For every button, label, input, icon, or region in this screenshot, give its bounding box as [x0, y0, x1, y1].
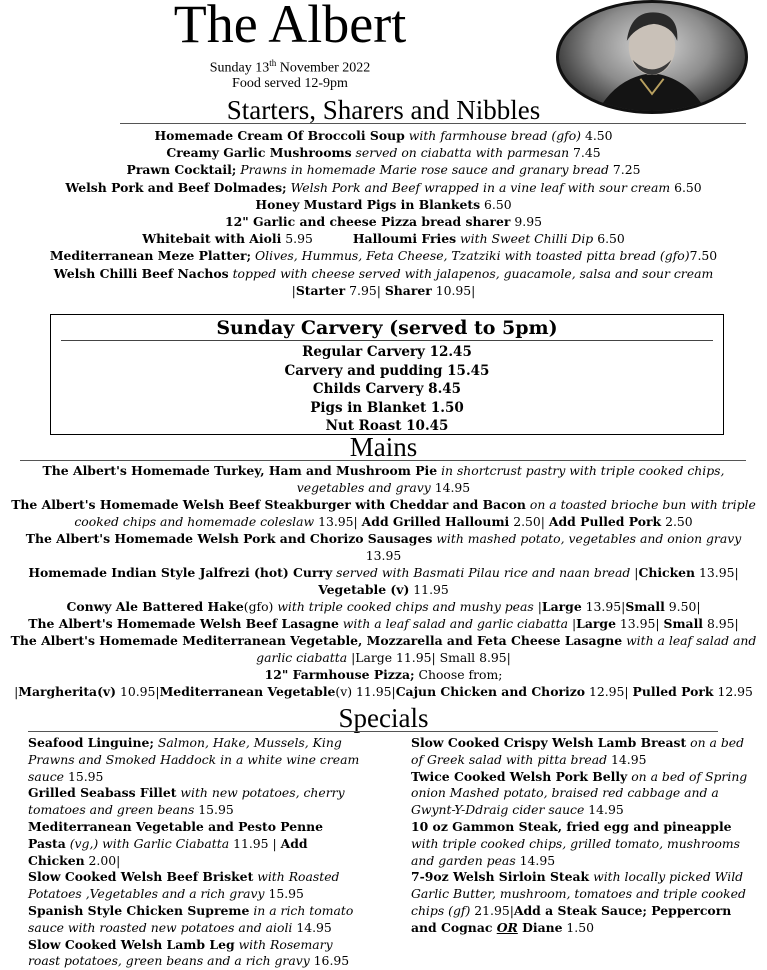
menu-text: 13.95|	[314, 514, 362, 529]
special-item	[28, 937, 364, 970]
menu-text: 12" Garlic and cheese Pizza bread sharer	[225, 214, 511, 230]
menu-text: Welsh Pork and Beef wrapped in a vine leaf with sour cream	[286, 179, 671, 195]
menu-text: Spanish Style Chicken Supreme	[28, 902, 250, 918]
menu-text: Margherita(v)	[18, 684, 116, 699]
menu-text: Slow Cooked Welsh Beef Brisket	[28, 869, 254, 885]
special-item	[411, 769, 751, 819]
menu-text: Homemade Indian Style Jalfrezi (hot) Curry	[28, 565, 333, 580]
menu-text: 2.00|	[84, 852, 121, 868]
menu-text: 2.50	[661, 514, 693, 529]
menu-text: Add Pulled Pork	[548, 514, 662, 529]
carvery-list	[51, 343, 723, 436]
menu-text: cooked chips and homemade coleslaw	[74, 514, 315, 529]
menu-text: in shortcrust pastry with triple cooked chips,	[437, 463, 725, 478]
food-served-hours: Food served 12-9pm	[232, 76, 348, 91]
mains-divider	[20, 460, 746, 461]
carvery-item: Pigs in Blanket 1.50	[310, 399, 464, 416]
menu-text: 10.95|	[431, 282, 476, 298]
menu-text: Honey Mustard Pigs in Blankets	[255, 196, 481, 212]
starter-item	[10, 196, 757, 213]
menu-text: with a leaf salad and	[622, 633, 757, 648]
menu-text: 6.50	[670, 179, 702, 195]
menu-text: 8.95|	[703, 616, 739, 631]
specials-right-column	[411, 735, 751, 937]
menu-text: with a leaf salad and garlic ciabatta	[338, 616, 569, 631]
menu-text: served with Basmati Pilau rice and naan bread	[332, 565, 631, 580]
menu-text: on a toasted brioche bun with triple	[525, 497, 756, 512]
menu-text: Add Chicken	[28, 835, 308, 868]
specials-heading: Specials	[338, 703, 429, 733]
menu-text: 14.95	[584, 802, 624, 818]
menu-text: Seafood Linguine;	[28, 735, 154, 750]
main-item	[8, 564, 759, 581]
menu-text: with Rosemary roast potatoes, green beans and a rich gravy	[28, 936, 333, 969]
menu-text: |	[14, 684, 19, 699]
starter-item	[10, 247, 757, 264]
menu-text: 9.95	[510, 214, 542, 230]
menu-text: 13.95|	[695, 565, 739, 580]
menu-text: 7.95|	[345, 282, 385, 298]
menu-text: 15.95	[64, 768, 104, 784]
main-item	[8, 479, 759, 496]
menu-date: Sunday 13th November 2022	[209, 58, 371, 76]
menu-text: Mediterranean Vegetable	[159, 684, 336, 699]
menu-text: garlic ciabatta	[256, 650, 348, 665]
menu-text: 2.50|	[509, 514, 549, 529]
menu-text: served on ciabatta with parmesan	[351, 145, 570, 161]
main-item	[8, 649, 759, 666]
menu-text: Pulled Pork	[632, 684, 714, 699]
carvery-item: Regular Carvery 12.45	[302, 344, 472, 360]
menu-text: The Albert's Homemade Turkey, Ham and Mushroom Pie	[42, 463, 438, 478]
main-item	[8, 615, 759, 632]
special-item	[28, 735, 364, 785]
menu-text: 11.95 |	[229, 835, 281, 851]
menu-text: with triple cooked chips, grilled tomato, mushrooms and garden peas	[411, 835, 740, 868]
menu-text: 14.95	[515, 852, 556, 868]
carvery-item: Nut Roast 10.45	[325, 418, 449, 434]
menu-text: Cajun Chicken and Chorizo	[395, 684, 585, 699]
menu-text: (vg,) with Garlic Ciabatta	[65, 835, 230, 851]
menu-text: Mediterranean Vegetable and Pesto Penne Pasta	[28, 818, 324, 851]
menu-text: Welsh Chilli Beef Nachos	[53, 265, 229, 281]
carvery-box	[50, 314, 724, 435]
menu-text: with new potatoes, cherry tomatoes and green beans	[28, 785, 345, 818]
menu-text: Add a Steak Sauce; Peppercorn and Cognac	[411, 902, 732, 935]
mains-list	[8, 462, 759, 700]
menu-text: 6.50	[480, 196, 512, 212]
menu-text: with locally picked Wild Garlic Butter, mushroom, tomatoes and triple cooked chips (gf)	[411, 869, 746, 918]
menu-text: Creamy Garlic Mushrooms	[166, 145, 352, 161]
menu-text: Olives, Hummus, Feta Cheese, Tzatziki with toasted pitta bread (gfo)	[251, 248, 690, 264]
menu-text: with triple cooked chips and mushy peas	[273, 599, 534, 614]
menu-text: |Large 11.95| Small 8.95|	[347, 650, 511, 665]
starter-item	[10, 213, 757, 230]
menu-text: 14.95	[607, 751, 647, 767]
main-item	[8, 666, 759, 683]
menu-text: on a bed of Greek salad with pitta bread	[411, 735, 745, 767]
menu-text: Slow Cooked Crispy Welsh Lamb Breast	[411, 735, 687, 750]
main-item	[8, 530, 759, 564]
restaurant-title: The Albert	[173, 0, 407, 54]
starters-divider	[120, 123, 746, 124]
menu-text: Whitebait with Aioli	[142, 231, 282, 247]
menu-text: Large	[576, 616, 616, 631]
menu-text: Small	[663, 616, 704, 631]
menu-text: 14.95	[430, 480, 471, 495]
menu-text: 7.50	[689, 248, 718, 264]
menu-text: (gfo)	[243, 599, 274, 614]
carvery-item: Childs Carvery 8.45	[312, 381, 462, 397]
menu-text: Diane	[517, 919, 563, 935]
menu-text: (v) 11.95|	[335, 684, 396, 699]
starter-item	[10, 179, 757, 196]
menu-text: Sharer	[384, 282, 432, 298]
menu-text: 14.95	[292, 919, 332, 935]
menu-text: 15.95	[264, 886, 304, 902]
main-item	[8, 632, 759, 649]
specials-left-column	[28, 735, 364, 970]
carvery-divider	[61, 340, 713, 341]
menu-text: |	[533, 599, 542, 614]
menu-text: vegetables and gravy	[296, 480, 431, 495]
starters-heading: Starters, Sharers and Nibbles	[226, 95, 541, 125]
menu-text: The Albert's Homemade Welsh Beef Lasagne	[28, 616, 339, 631]
menu-text: 15.95	[194, 802, 234, 818]
main-item	[8, 513, 759, 530]
menu-text: 7-9oz Welsh Sirloin Steak	[411, 869, 590, 885]
menu-text: 4.50	[584, 128, 613, 143]
menu-text: 1.50	[562, 919, 595, 935]
menu-text: Chicken	[638, 565, 696, 580]
menu-text: The Albert's Homemade Welsh Pork and Chorizo Sausages	[25, 531, 433, 546]
starter-item	[10, 282, 757, 299]
menu-text: 7.45	[569, 145, 601, 161]
special-item	[411, 735, 751, 769]
starter-item	[10, 161, 757, 178]
menu-text: 10 oz Gammon Steak, fried egg and pineapple	[411, 818, 732, 834]
menu-text: Conwy Ale Battered Hake	[66, 599, 244, 614]
menu-text: Slow Cooked Welsh Lamb Leg	[28, 936, 235, 952]
menu-text: |	[291, 282, 296, 298]
menu-text: Halloumi Fries	[352, 231, 457, 247]
menu-text: |	[568, 616, 577, 631]
menu-text: Starter	[295, 282, 346, 298]
special-item	[411, 869, 751, 936]
menu-text: OR	[496, 919, 518, 935]
main-item	[8, 496, 759, 513]
menu-text: The Albert's Homemade Welsh Beef Steakburger with Cheddar and Bacon	[11, 497, 526, 512]
starter-item	[10, 265, 757, 282]
main-item	[8, 683, 759, 700]
menu-text: in a rich tomato sauce with roasted new potatoes and aioli	[28, 902, 354, 935]
menu-text: 13.95	[365, 548, 402, 563]
menu-text: 12.95	[713, 684, 753, 699]
menu-text: Twice Cooked Welsh Pork Belly	[411, 768, 628, 784]
menu-text: 9.50|	[664, 599, 701, 614]
special-item	[28, 819, 364, 869]
menu-text: Mediterranean Meze Platter;	[49, 248, 252, 264]
menu-text: Prawns in homemade Marie rose sauce and granary bread	[236, 162, 609, 178]
mains-heading: Mains	[349, 432, 418, 462]
menu-text: Salmon, Hake, Mussels, King Prawns and Smoked Haddock in a white wine cream sauce	[28, 735, 360, 784]
menu-text: Add Grilled Halloumi	[361, 514, 510, 529]
special-item	[28, 785, 364, 819]
menu-text: on a bed of Spring onion Mashed potato, braised red cabbage and a Gwynt-Y-Ddraig cider sauce	[411, 768, 748, 818]
menu-text: Small	[625, 599, 665, 614]
menu-text: with mashed potato, vegetables and onion gravy	[432, 531, 742, 546]
menu-text: 10.95|	[116, 684, 160, 699]
starter-item	[10, 127, 757, 144]
menu-text: 7.25	[608, 162, 641, 178]
menu-text: 13.95|	[615, 616, 664, 631]
starters-list	[10, 127, 757, 299]
menu-text: 6.50	[593, 231, 625, 247]
menu-text: with Sweet Chilli Dip	[456, 231, 594, 247]
menu-text: Large	[541, 599, 582, 614]
menu-text: 12.95|	[585, 684, 633, 699]
carvery-item: Carvery and pudding 15.45	[284, 362, 490, 379]
special-item	[28, 903, 364, 937]
menu-text: 21.95|	[470, 902, 514, 918]
special-item	[28, 869, 364, 903]
menu-text: with Roasted Potatoes ,Vegetables and a rich gravy	[28, 869, 340, 902]
carvery-heading: Sunday Carvery (served to 5pm)	[216, 317, 558, 339]
menu-text: Choose from;	[414, 667, 503, 682]
menu-text: |	[630, 565, 639, 580]
menu-text: Grilled Seabass Fillet	[28, 785, 177, 801]
menu-text: Vegetable (v)	[318, 582, 410, 597]
menu-text: The Albert's Homemade Mediterranean Vegetable, Mozzarella and Feta Cheese Lasagne	[10, 633, 623, 648]
menu-text: Prawn Cocktail;	[126, 162, 237, 178]
menu-text: 16.95	[309, 953, 350, 969]
menu-text: 11.95	[409, 582, 449, 597]
menu-text: Homemade Cream Of Broccoli Soup	[154, 128, 405, 143]
starter-item	[10, 144, 757, 161]
menu-text: 12" Farmhouse Pizza;	[264, 667, 415, 682]
menu-text: topped with cheese served with jalapenos, guacamole, salsa and sour cream	[228, 265, 714, 281]
starter-item	[10, 230, 757, 247]
menu-text: Welsh Pork and Beef Dolmades;	[65, 179, 287, 195]
menu-text: 13.95|	[581, 599, 626, 614]
menu-text: 5.95	[281, 231, 313, 247]
special-item	[411, 819, 751, 869]
main-item	[8, 598, 759, 615]
specials-divider	[28, 731, 718, 732]
main-item	[8, 462, 759, 479]
menu-text: with farmhouse bread (gfo)	[404, 128, 585, 143]
main-item	[8, 581, 759, 598]
